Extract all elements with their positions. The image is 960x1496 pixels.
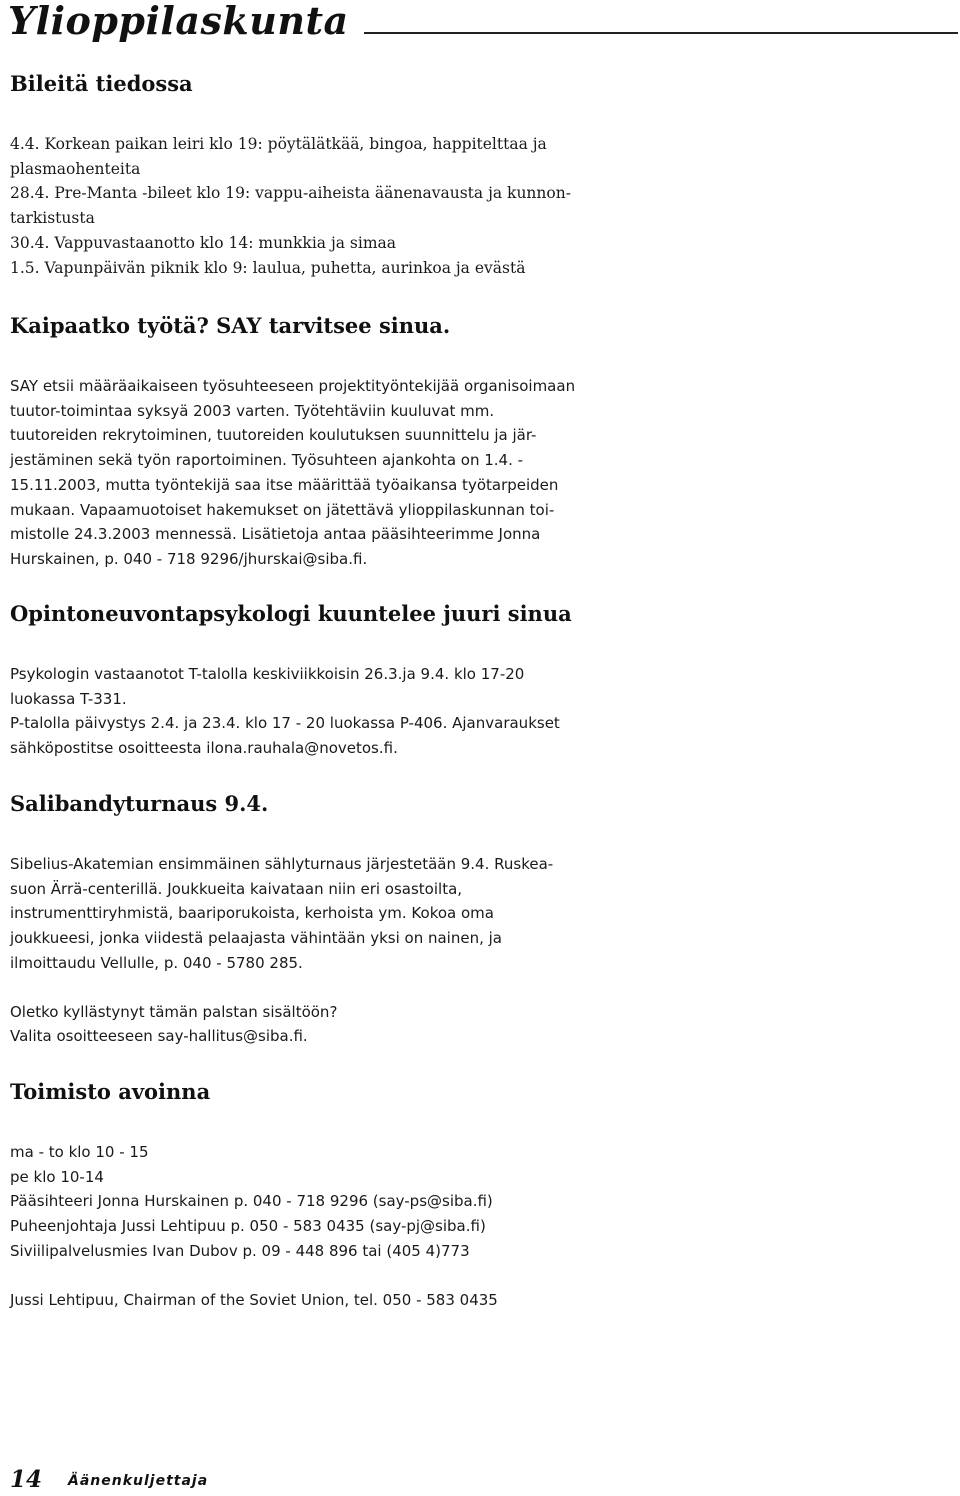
text-line: mukaan. Vapaamuotoiset hakemukset on jätettävä ylioppilaskunnan toi-	[10, 500, 555, 519]
masthead-rule	[364, 32, 958, 34]
text-line: pe klo 10-14	[10, 1167, 104, 1186]
section-heading: Kaipaatko työtä? SAY tarvitsee sinua.	[10, 313, 451, 338]
masthead	[8, 0, 958, 50]
text-line: tuutor-toimintaa syksyä 2003 varten. Työtehtäviin kuuluvat mm.	[10, 401, 495, 420]
masthead-title: Ylioppilaskunta	[8, 0, 349, 43]
text-line: tuutoreiden rekrytoiminen, tuutoreiden koulutuksen suunnittelu ja jär-	[10, 426, 537, 445]
text-line: suon Ärrä-centerillä. Joukkueita kaivataan niin eri osastoilta,	[10, 879, 463, 898]
text-line: instrumenttiryhmistä, baariporukoista, kerhoista ym. Kokoa oma	[10, 904, 494, 923]
text-line: sähköpostitse osoitteesta ilona.rauhala@novetos.fi.	[10, 739, 398, 758]
text-line: 4.4. Korkean paikan leiri klo 19: pöytälätkää, bingoa, happitelttaa ja	[10, 135, 547, 153]
text-line: Hurskainen, p. 040 - 718 9296/jhurskai@siba.fi.	[10, 549, 368, 568]
text-line: Oletko kyllästynyt tämän palstan sisältöön?	[10, 1002, 338, 1021]
text-line: 28.4. Pre-Manta -bileet klo 19: vappu-aiheista äänenavausta ja kunnon-	[10, 184, 571, 203]
text-line: tarkistusta	[10, 209, 95, 228]
text-line: ilmoittaudu Vellulle, p. 040 - 5780 285.	[10, 953, 303, 972]
text-line: Valita osoitteeseen say-hallitus@siba.fi.	[10, 1027, 308, 1046]
section-heading: Opintoneuvontapsykologi kuuntelee juuri sinua	[10, 601, 572, 626]
text-line: Pääsihteeri Jonna Hurskainen p. 040 - 718 9296 (say-ps@siba.fi)	[10, 1192, 493, 1211]
section-heading: Salibandyturnaus 9.4.	[10, 791, 269, 816]
section-floorball	[10, 790, 635, 1049]
text-line: SAY etsii määräaikaiseen työsuhteeseen projektityöntekijää organisoimaan	[10, 377, 576, 395]
text-line: plasmaohenteita	[10, 159, 141, 178]
section-psychologist	[10, 600, 635, 761]
publication-name: Äänenkuljettaja	[68, 1473, 209, 1489]
section-heading: Bileitä tiedossa	[10, 71, 193, 96]
text-line: 1.5. Vapunpäivän piknik klo 9: laulua, puhetta, aurinkoa ja evästä	[10, 258, 526, 277]
section-heading: Toimisto avoinna	[10, 1079, 211, 1104]
text-line: jestäminen sekä työn raportoiminen. Työsuhteen ajankohta on 1.4. -	[10, 451, 524, 470]
text-line: mistolle 24.3.2003 mennessä. Lisätietoja antaa pääsihteerimme Jonna	[10, 525, 541, 544]
text-line: Psykologin vastaanotot T-talolla keskiviikkoisin 26.3.ja 9.4. klo 17-20	[10, 665, 525, 683]
text-line: joukkueesi, jonka viidestä pelaajasta vähintään yksi on nainen, ja	[10, 929, 502, 948]
section-job	[10, 312, 635, 572]
text-line: Siviilipalvelusmies Ivan Dubov p. 09 - 448 896 tai (405 4)773	[10, 1241, 470, 1260]
text-line: luokassa T-331.	[10, 689, 127, 708]
text-line: P-talolla päivystys 2.4. ja 23.4. klo 17 - 20 luokassa P-406. Ajanvaraukset	[10, 714, 560, 733]
page-number: 14	[10, 1466, 43, 1493]
text-line: 15.11.2003, mutta työntekijä saa itse määrittää työaikansa työtarpeiden	[10, 475, 559, 494]
text-line: 30.4. Vappuvastaanotto klo 14: munkkia ja simaa	[10, 233, 397, 252]
text-line: Sibelius-Akatemian ensimmäinen sählyturnaus järjestetään 9.4. Ruskea-	[10, 855, 554, 873]
text-line: Jussi Lehtipuu, Chairman of the Soviet Union, tel. 050 - 583 0435	[10, 1290, 498, 1309]
section-parties	[10, 70, 635, 280]
text-line: Puheenjohtaja Jussi Lehtipuu p. 050 - 583 0435 (say-pj@siba.fi)	[10, 1217, 486, 1236]
section-office-hours	[10, 1078, 635, 1312]
text-line: ma - to klo 10 - 15	[10, 1143, 149, 1161]
